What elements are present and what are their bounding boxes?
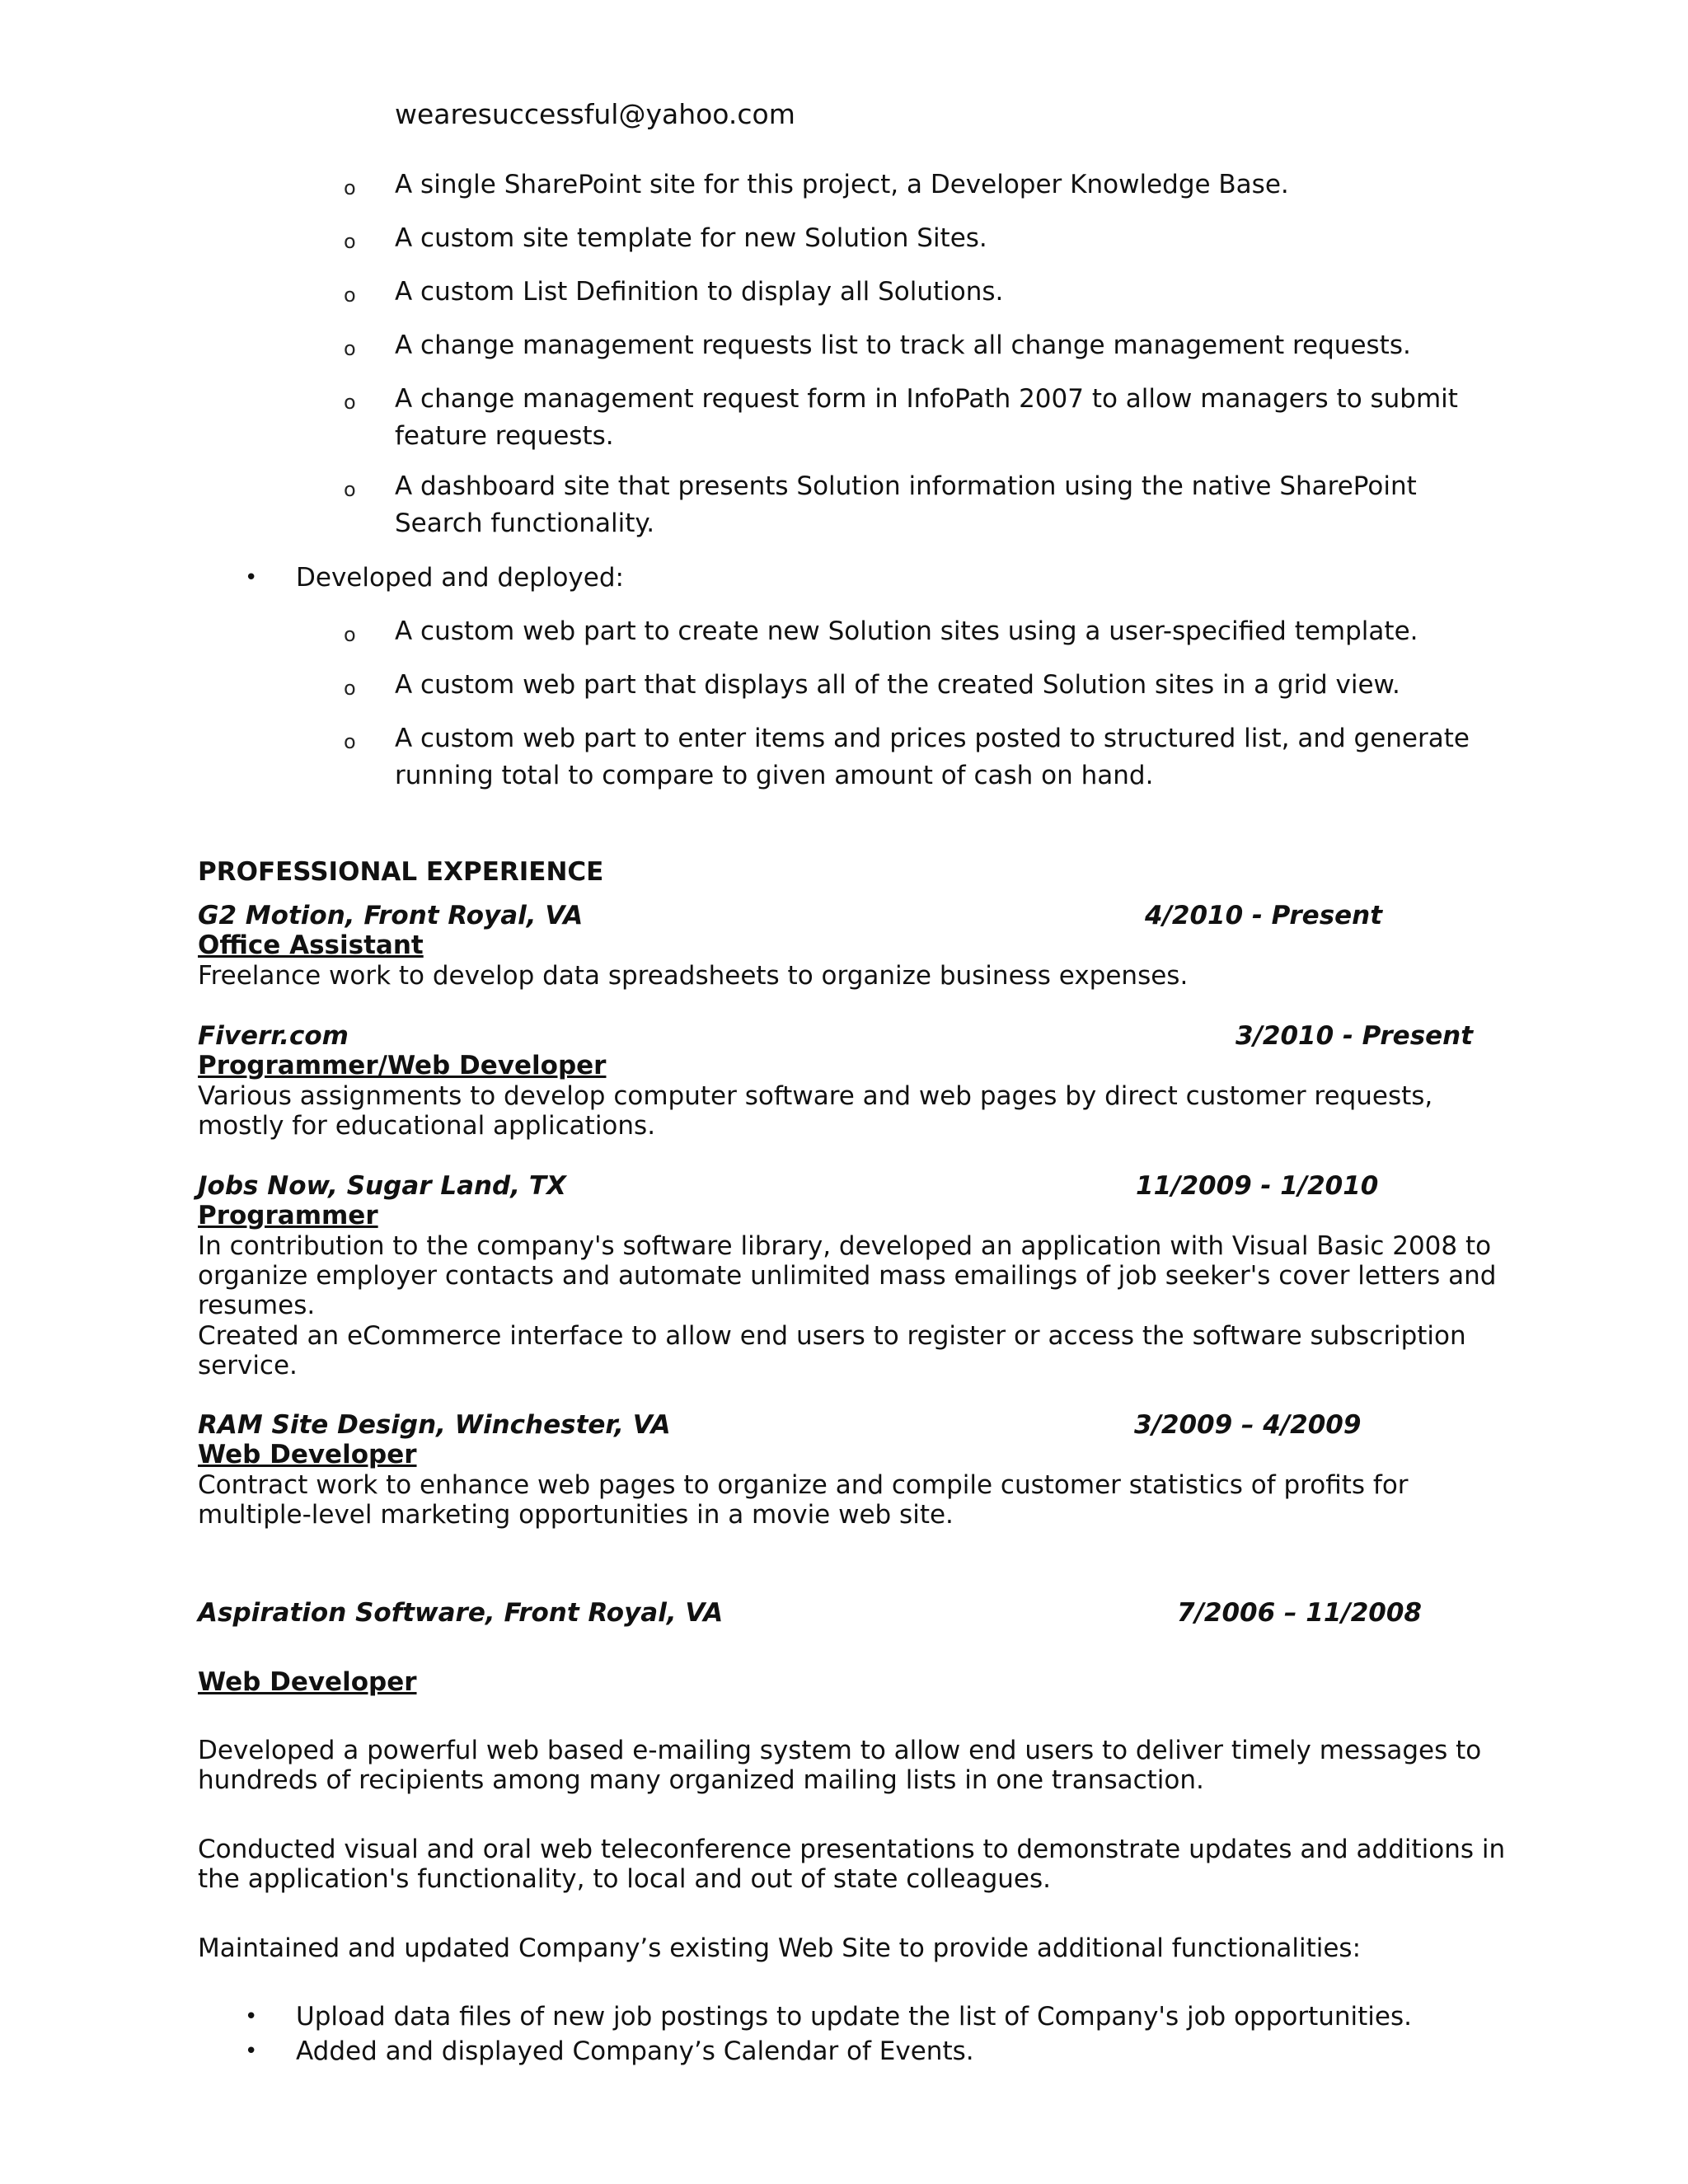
project-item-1: A single SharePoint site for this project, a Developer Knowledge Base.: [395, 170, 1289, 199]
job-description-line: mostly for educational applications.: [198, 1111, 656, 1141]
job-description-line: resumes.: [198, 1291, 316, 1320]
section-heading-experience: PROFESSIONAL EXPERIENCE: [198, 857, 604, 887]
sub-bullet-icon: o: [344, 284, 356, 307]
job-company: Fiverr.com: [198, 1021, 349, 1051]
sub-bullet-icon: o: [344, 478, 356, 501]
job-dates: 3/2009 – 4/2009: [1134, 1410, 1362, 1440]
project-item-6-line-1: A dashboard site that presents Solution information using the native SharePoint: [395, 471, 1417, 501]
job-dates: 7/2006 – 11/2008: [1177, 1598, 1422, 1628]
job-bullet-item: Upload data files of new job postings to update the list of Company's job opportunities.: [296, 2002, 1412, 2032]
sub-bullet-icon: o: [344, 730, 356, 753]
job-paragraph-line: the application's functionality, to local and out of state colleagues.: [198, 1864, 1052, 1894]
job-role: Web Developer: [198, 1667, 417, 1697]
job-company: Aspiration Software, Front Royal, VA: [198, 1598, 724, 1628]
job-role: Programmer/Web Developer: [198, 1051, 607, 1080]
contact-email: wearesuccessful@yahoo.com: [395, 98, 795, 130]
job-description-line: Contract work to enhance web pages to organize and compile customer statistics of profits for: [198, 1470, 1409, 1500]
bullet-icon: •: [245, 2039, 258, 2064]
job-description-line: organize employer contacts and automate unlimited mass emailings of job seeker's cover letters and: [198, 1261, 1497, 1291]
project-item-5-line-1: A change management request form in InfoPath 2007 to allow managers to submit: [395, 384, 1458, 414]
sub-bullet-icon: o: [344, 623, 356, 646]
job-description-line: multiple-level marketing opportunities in a movie web site.: [198, 1500, 954, 1530]
project-item-3: A custom List Definition to display all Solutions.: [395, 277, 1004, 307]
job-paragraph-line: Maintained and updated Company’s existing Web Site to provide additional functionalities:: [198, 1933, 1362, 1963]
job-paragraph-line: hundreds of recipients among many organized mailing lists in one transaction.: [198, 1765, 1204, 1795]
developed-item-1: A custom web part to create new Solution sites using a user-specified template.: [395, 616, 1418, 646]
sub-bullet-icon: o: [344, 677, 356, 700]
job-role: Web Developer: [198, 1440, 417, 1469]
sub-bullet-icon: o: [344, 337, 356, 360]
sub-bullet-icon: o: [344, 176, 356, 199]
developed-item-3-line-2: running total to compare to given amount of cash on hand.: [395, 761, 1154, 790]
job-description-line: service.: [198, 1351, 298, 1380]
job-company: G2 Motion, Front Royal, VA: [198, 901, 584, 930]
project-item-5-line-2: feature requests.: [395, 421, 614, 451]
job-bullet-item: Added and displayed Company’s Calendar of Events.: [296, 2036, 974, 2066]
job-role: Office Assistant: [198, 930, 424, 960]
job-dates: 11/2009 - 1/2010: [1136, 1171, 1379, 1201]
job-role: Programmer: [198, 1201, 378, 1230]
project-item-6-line-2: Search functionality.: [395, 509, 655, 538]
job-company: Jobs Now, Sugar Land, TX: [198, 1171, 566, 1201]
developed-label: Developed and deployed:: [296, 563, 624, 593]
developed-item-3-line-1: A custom web part to enter items and prices posted to structured list, and generate: [395, 724, 1470, 753]
sub-bullet-icon: o: [344, 391, 356, 414]
job-description-line: Freelance work to develop data spreadsheets to organize business expenses.: [198, 961, 1189, 991]
job-company: RAM Site Design, Winchester, VA: [198, 1410, 671, 1440]
job-description-line: Various assignments to develop computer software and web pages by direct customer requests,: [198, 1081, 1433, 1111]
bullet-icon: •: [245, 2004, 258, 2029]
job-paragraph-line: Developed a powerful web based e-mailing system to allow end users to deliver timely messages to: [198, 1736, 1482, 1765]
job-description-line: In contribution to the company's software library, developed an application with Visual Basic 2008 to: [198, 1231, 1492, 1261]
job-dates: 3/2010 - Present: [1236, 1021, 1474, 1051]
project-item-4: A change management requests list to track all change management requests.: [395, 330, 1411, 360]
sub-bullet-icon: o: [344, 230, 356, 253]
project-item-2: A custom site template for new Solution Sites.: [395, 223, 987, 253]
job-paragraph-line: Conducted visual and oral web teleconference presentations to demonstrate updates and additions in: [198, 1835, 1506, 1864]
bullet-icon: •: [245, 565, 258, 590]
job-description-line: Created an eCommerce interface to allow end users to register or access the software subscription: [198, 1321, 1466, 1351]
developed-item-2: A custom web part that displays all of the created Solution sites in a grid view.: [395, 670, 1400, 700]
job-dates: 4/2010 - Present: [1145, 901, 1383, 930]
